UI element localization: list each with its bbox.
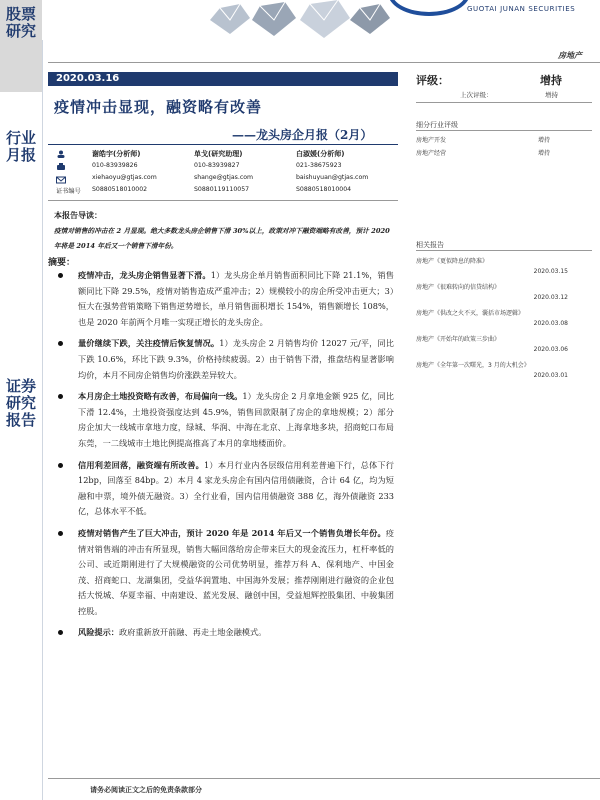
phone-icon — [56, 163, 66, 171]
bullet-icon — [58, 463, 63, 468]
analyst-2 — [194, 148, 253, 196]
sidebar-divider — [42, 0, 43, 800]
sub-rating-value: 增持 — [538, 137, 551, 144]
bullet-icon — [58, 273, 63, 278]
sidebar-label-industry-monthly: 行业月报 — [5, 129, 36, 164]
diamonds-graphic — [200, 0, 410, 38]
analyst-email[interactable]: shange@gtjas.com — [194, 174, 254, 181]
rating-value: 增持 — [540, 74, 562, 87]
bullet-icon — [58, 394, 63, 399]
related-report-date: 2020.03.01 — [533, 372, 568, 379]
related-report[interactable]: 房地产《全年第一次曙光，3 月的大机会》 — [416, 362, 530, 369]
analyst-email[interactable]: baishuyuan@gtjas.com — [296, 174, 369, 181]
related-report[interactable]: 房地产《供改之火不灭，囊括市场逻辑》 — [416, 310, 525, 317]
bullet-text: 疫情对销售端的冲击有所显现，销售大幅回落给房企带来巨大的现金流压力，杠杆率低的公司、或近期刚进行了大规模融资的公司优势明显，推荐万科 A、保利地产、中国金茂、招商蛇口、龙湖集团，受益华润置地、中国海外发展；推荐刚刚进行融资的企业包括大悦城、华夏幸福、中南建设、蓝光发展、融创中国，受益旭辉控股集团、中骏集团控股。 — [78, 527, 394, 616]
footer-disclaimer: 请务必阅读正文之后的免责条款部分 — [90, 785, 202, 794]
related-report-date: 2020.03.12 — [533, 294, 568, 301]
sidebar-label-securities-report: 证券研究报告 — [5, 377, 36, 429]
prev-rating-label: 上次评级： — [460, 91, 493, 99]
analyst-phone: 021-38675923 — [296, 162, 342, 169]
list-item — [54, 389, 394, 451]
bullet-lead: 量价继续下跌，关注疫情后恢复情况。 — [78, 338, 220, 349]
sub-rating-row — [416, 135, 592, 144]
broker-english-name: GUOTAI JUNAN SECURITIES — [467, 5, 576, 13]
analyst-cert: S0880119110057 — [194, 186, 250, 193]
report-subtitle: ——龙头房企月报（2月） — [232, 128, 373, 142]
list-item — [54, 526, 394, 620]
analyst-name: 谢皓宇(分析师) — [92, 150, 141, 158]
related-report-date: 2020.03.15 — [533, 268, 568, 275]
sub-rating-divider — [416, 130, 592, 131]
list-item — [54, 625, 394, 641]
bullet-lead: 本月房企土地投资略有改善，布局偏向一线。 — [78, 391, 243, 402]
bullet-text: 1）龙头房企 2 月销售均价 12027 元/平，同比下跌 10.6%，环比下跌 9.3%，价格持续疲弱。2）由于销售下滑，推盘结构显著影响均价，本月不同房企销售均价涨跌差异较大。 — [78, 338, 394, 380]
sub-rating-value: 增持 — [538, 150, 551, 157]
analyst-phone: 010-83939826 — [92, 162, 138, 169]
sidebar-label-stock-research: 股票研究 — [5, 5, 36, 40]
bullet-text: 1）龙头房企 2 月拿地金额 925 亿，同比下滑 12.4%，土地投资强度达到 45.9%，销售回款限制了房企的拿地规模；2）部分房企加大一线城市拿地力度，绿城、华润、中海在北京、上海拿地多块，招商蛇口布局东莞，一二线城市土地比例提高推高了本月的拿地楼面价。 — [78, 391, 394, 448]
sidebar-block-top — [0, 0, 42, 92]
title-divider — [48, 144, 398, 145]
analyst-1 — [92, 148, 157, 196]
sub-rating-row — [416, 148, 592, 157]
analyst-cert: S0880518010002 — [92, 186, 148, 193]
list-item — [54, 336, 394, 383]
rating-label: 评级： — [416, 74, 449, 87]
bullet-lead: 疫情对销售产生了巨大冲击，预计 2020 年是 2014 年后又一个销售负增长年份。 — [78, 527, 386, 538]
related-report[interactable]: 房地产《更似降息的降准》 — [416, 258, 489, 265]
footer-divider — [48, 778, 600, 779]
report-date: 2020.03.16 — [48, 72, 398, 86]
bullet-icon — [58, 531, 63, 536]
bullet-icon — [58, 341, 63, 346]
rating-divider — [416, 102, 592, 103]
bullet-text: 1）龙头房企单月销售面积同比下降 21.1%，销售额同比下降 29.5%，疫情对销售造成严重冲击；2）规模较小的房企所受冲击更大；3）恒大在强势营销策略下销售逆势增长，单月销售面积增长 154%，销售额增长 108%，也是 2020 年前两个月唯一实现正增长的龙头房企。 — [78, 270, 394, 327]
sidebar-block-bottom — [0, 360, 42, 800]
bullet-icon — [58, 630, 63, 635]
abstract-heading: 摘要： — [48, 258, 76, 268]
bullet-text: 1）本月行业内各层级信用利差普遍下行，总体下行 12bp，回落至 84bp。2）本月 4 家龙头房企有国内信用债融资，合计 64 亿，均为短融和中票，境外债无融资。3）全行业看，国内信用债融资 388 亿，海外债融资 233 亿，总体水平不低。 — [78, 459, 394, 517]
abstract-bullets — [54, 268, 394, 647]
sub-rating-heading: 细分行业评级 — [416, 121, 458, 129]
sub-rating-name: 房地产开发 — [416, 137, 447, 144]
bullet-lead: 疫情冲击，龙头房企销售显著下滑。 — [78, 270, 211, 280]
analyst-name: 白淑媛(分析师) — [296, 150, 345, 158]
guide-heading: 本报告导读： — [54, 210, 102, 220]
sub-rating-name: 房地产经营 — [416, 150, 447, 157]
bullet-lead: 信用利差回落，融资端有所改善。 — [78, 459, 204, 470]
related-report[interactable]: 房地产《开始年的政策三步曲》 — [416, 336, 501, 343]
sector-tag: 房地产 — [558, 51, 582, 60]
list-item — [54, 268, 394, 330]
prev-rating-value: 增持 — [545, 91, 558, 99]
person-icon — [56, 150, 66, 158]
report-title: 疫情冲击显现，融资略有改善 — [54, 98, 263, 116]
bullet-text: 政府重新放开前融、再走土地金融模式。 — [118, 627, 267, 638]
sidebar — [0, 0, 42, 800]
related-heading: 相关报告 — [416, 241, 444, 249]
analyst-phone: 010-83939827 — [194, 162, 240, 169]
related-report-date: 2020.03.08 — [533, 320, 568, 327]
analyst-name: 单戈(研究助理) — [194, 150, 243, 158]
related-report-date: 2020.03.06 — [533, 346, 568, 353]
header-divider — [48, 62, 600, 63]
list-item — [54, 458, 394, 520]
analyst-email[interactable]: xiehaoyu@gtjas.com — [92, 174, 157, 181]
analyst-cert: S0880518010004 — [296, 186, 352, 193]
related-divider — [416, 250, 592, 251]
cert-label: 证书编号 — [56, 188, 81, 195]
bullet-lead: 风险提示： — [78, 627, 119, 638]
guide-text: 疫情对销售的冲击在 2 月显现。绝大多数龙头房企销售下滑 30%以上，政策对冲下融资端略有改善，预计 2020 年将是 2014 年后又一个销售下滑年份。 — [54, 227, 390, 250]
analyst-divider — [48, 200, 398, 201]
analyst-3 — [296, 148, 368, 196]
email-icon — [56, 176, 66, 184]
related-report[interactable]: 房地产《很难转向的信贷结构》 — [416, 284, 501, 291]
sidebar-block-mid — [0, 110, 42, 330]
